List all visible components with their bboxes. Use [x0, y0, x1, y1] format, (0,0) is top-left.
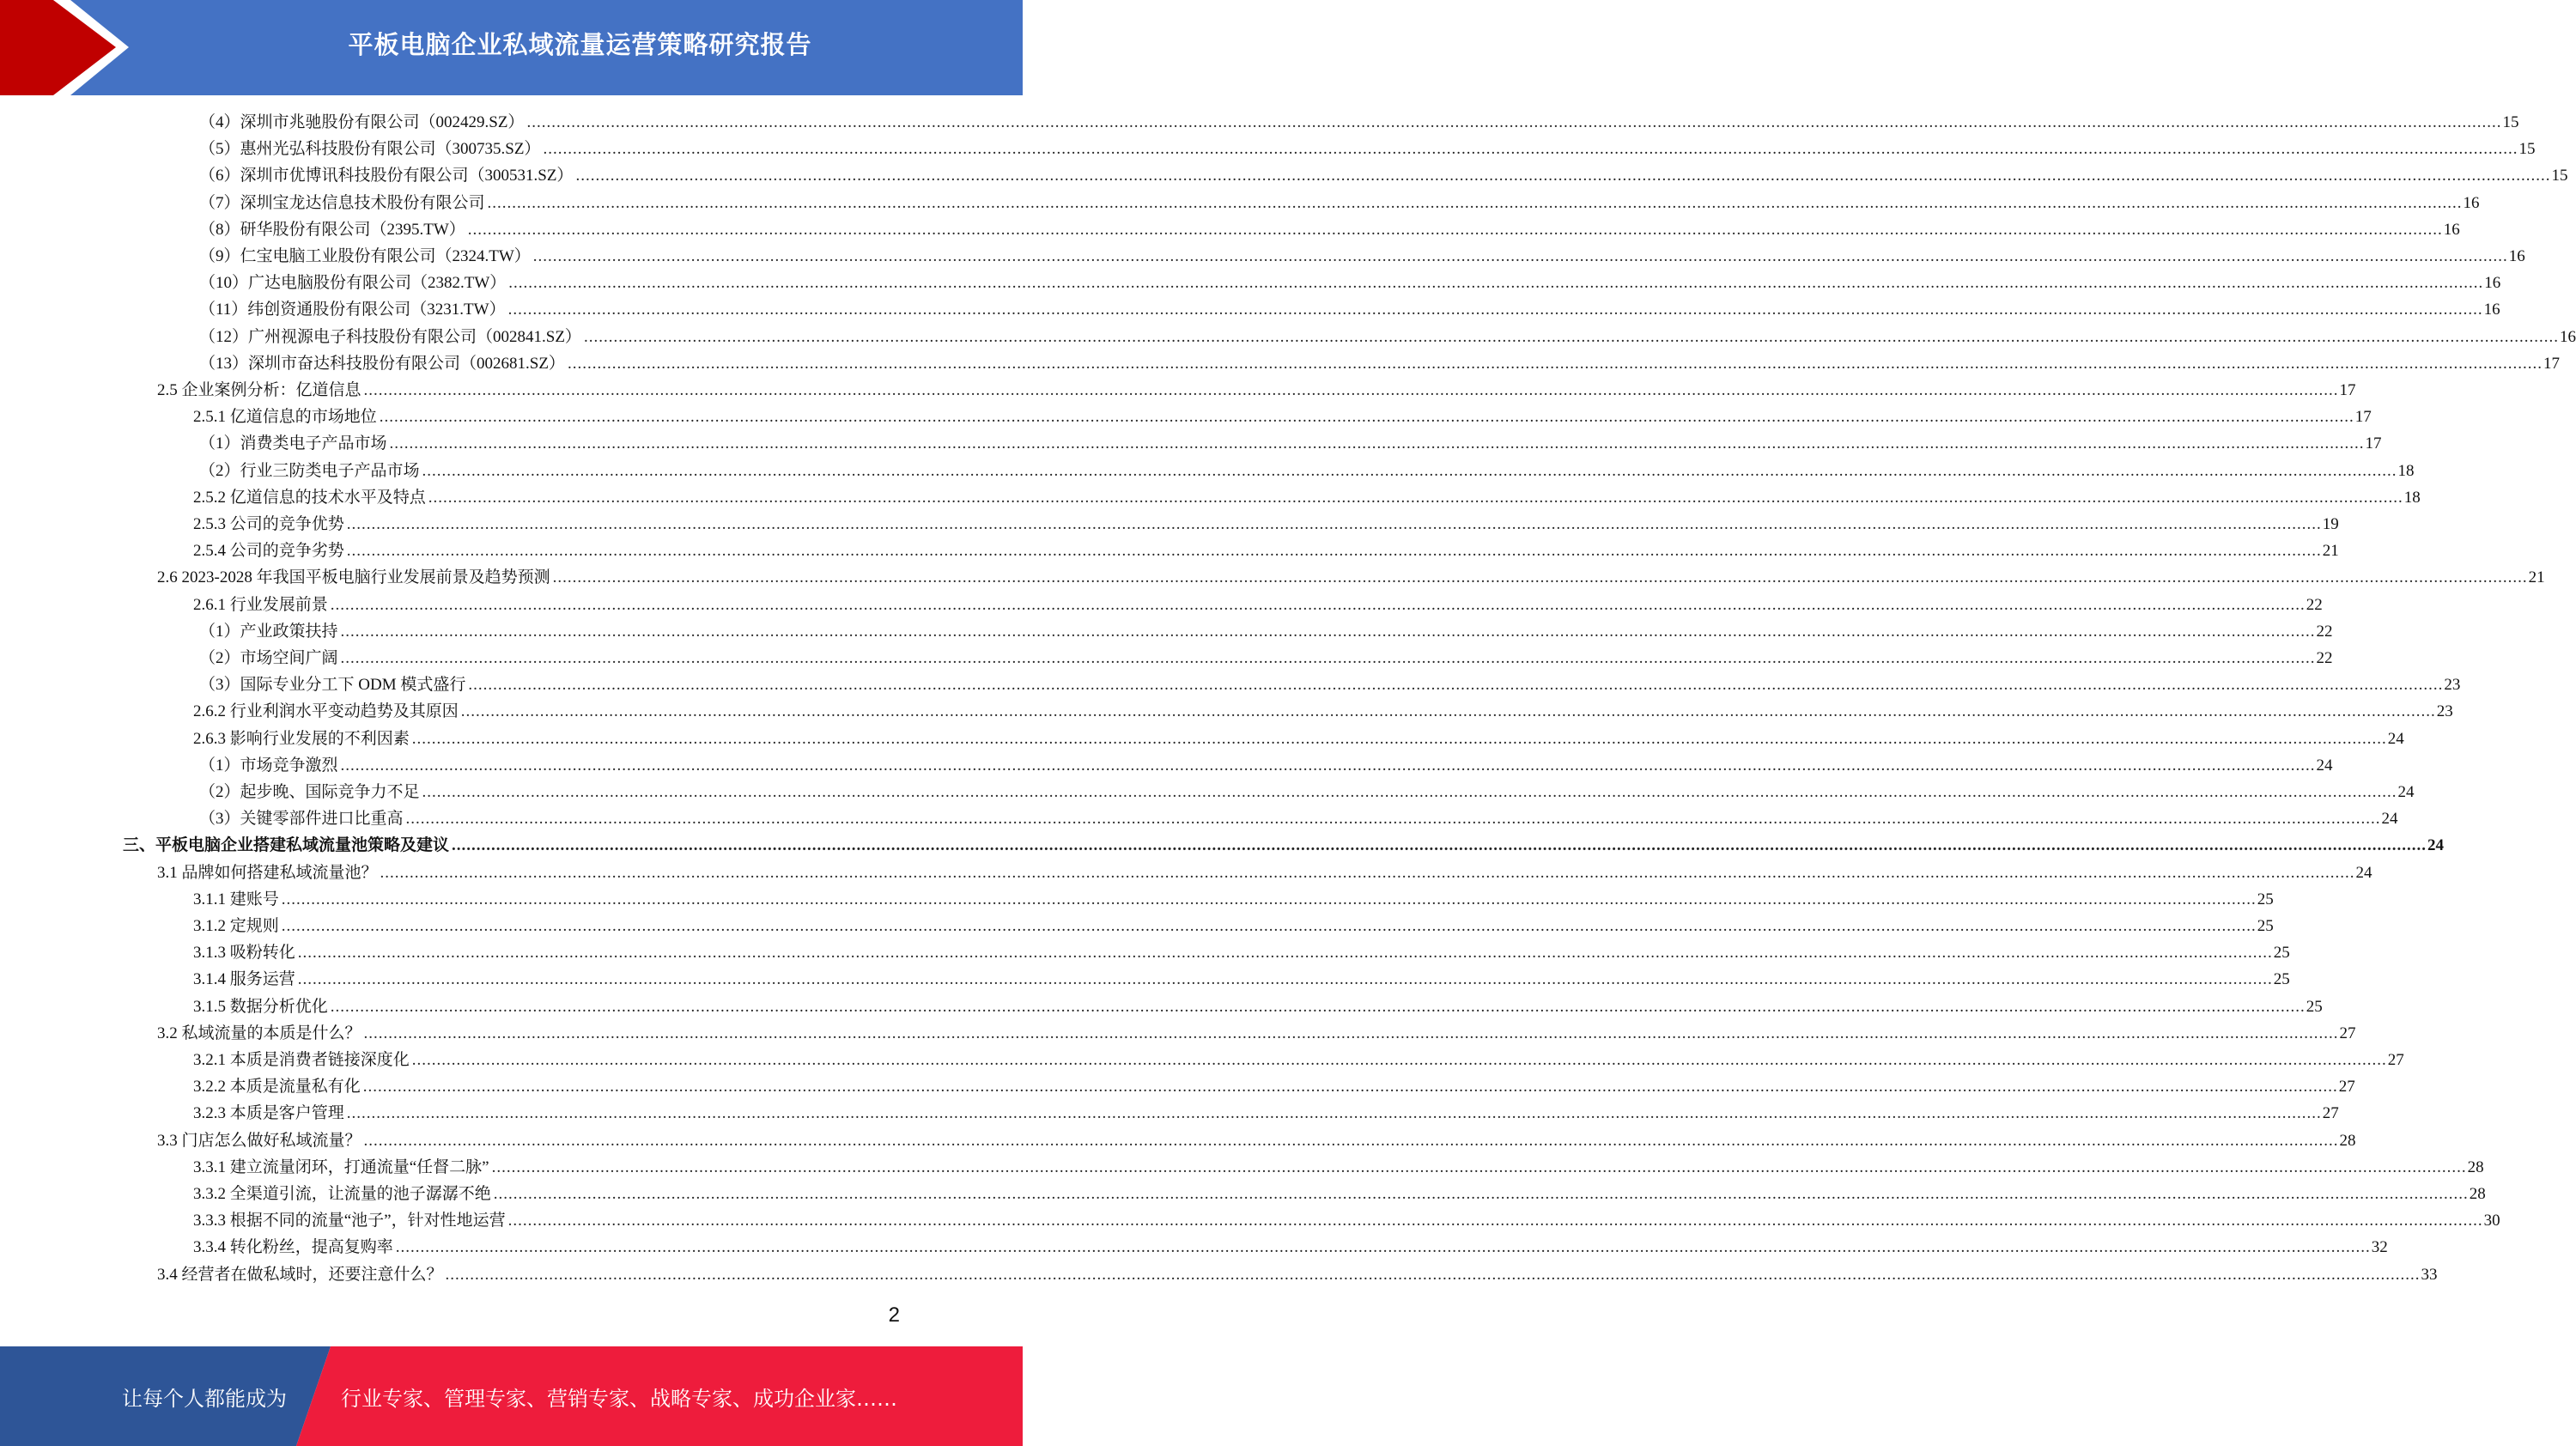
- toc-entry-page: 23: [2436, 702, 2453, 721]
- toc-dot-leader: ................................................................................................................................................................................................................................................................................................................................................................................................................: [411, 1051, 2387, 1069]
- toc-entry[interactable]: [193, 404, 2372, 430]
- toc-entry[interactable]: [199, 270, 2501, 296]
- toc-entry-label: 2.5.4 公司的竞争劣势: [193, 542, 344, 561]
- toc-entry[interactable]: [157, 860, 2372, 886]
- toc-entry-page: 18: [2403, 488, 2421, 507]
- toc-entry-page: 16: [2443, 220, 2460, 239]
- page-footer: [0, 1346, 1023, 1446]
- toc-dot-leader: ................................................................................................................................................................................................................................................................................................................................................................................................................: [297, 944, 2273, 963]
- toc-entry[interactable]: [193, 1207, 2500, 1234]
- toc-entry-page: 23: [2444, 676, 2461, 695]
- toc-entry-page: 24: [2397, 783, 2415, 801]
- toc-entry-page: 32: [2371, 1238, 2388, 1257]
- toc-entry-label: 3.3.1 建立流量闭环，打通流量“任督二脉”: [193, 1157, 489, 1176]
- toc-dot-leader: ................................................................................................................................................................................................................................................................................................................................................................................................................: [575, 167, 2551, 185]
- toc-entry-label: （3）国际专业分工下 ODM 模式盛行: [199, 676, 466, 695]
- toc-entry[interactable]: [193, 538, 2339, 564]
- toc-entry[interactable]: [199, 752, 2333, 779]
- toc-entry[interactable]: [199, 190, 2480, 216]
- toc-entry[interactable]: [157, 1261, 2438, 1288]
- toc-entry-label: 3.2 私域流量的本质是什么？: [157, 1024, 361, 1042]
- toc-entry-label: 3.1.1 建账号: [193, 890, 279, 908]
- toc-dot-leader: ................................................................................................................................................................................................................................................................................................................................................................................................................: [340, 622, 2316, 641]
- toc-entry[interactable]: [193, 939, 2290, 966]
- toc-entry-label: （2）起步晚、国际竞争力不足: [199, 783, 420, 801]
- toc-entry[interactable]: [193, 966, 2290, 993]
- toc-entry-page: 17: [2543, 354, 2560, 373]
- red-chevron-shape: [0, 0, 127, 95]
- toc-dot-leader: ................................................................................................................................................................................................................................................................................................................................................................................................................: [379, 408, 2354, 427]
- toc-dot-leader: ................................................................................................................................................................................................................................................................................................................................................................................................................: [281, 917, 2257, 935]
- toc-dot-leader: ................................................................................................................................................................................................................................................................................................................................................................................................................: [330, 997, 2306, 1016]
- toc-entry-label: 3.1.2 定规则: [193, 917, 279, 935]
- footer-roles: 行业专家、管理专家、营销专家、战略专家、成功企业家……: [341, 1386, 897, 1411]
- toc-entry[interactable]: [199, 243, 2525, 270]
- toc-entry-label: （10）广达电脑股份有限公司（2382.TW）: [199, 274, 507, 293]
- toc-entry-page: 16: [2508, 247, 2525, 265]
- toc-dot-leader: ................................................................................................................................................................................................................................................................................................................................................................................................................: [389, 434, 2365, 453]
- toc-entry-page: 33: [2421, 1265, 2438, 1284]
- toc-entry[interactable]: [199, 458, 2415, 484]
- toc-entry-label: （3）关键零部件进口比重高: [199, 810, 404, 829]
- toc-entry[interactable]: [199, 136, 2536, 162]
- toc-entry-label: （8）研华股份有限公司（2395.TW）: [199, 220, 465, 239]
- toc-entry[interactable]: [193, 1154, 2484, 1181]
- toc-entry[interactable]: [199, 805, 2398, 832]
- toc-entry[interactable]: [193, 1234, 2388, 1261]
- toc-entry-page: 25: [2306, 997, 2323, 1016]
- toc-entry-page: 15: [2518, 140, 2536, 159]
- footer-slogan: 让每个人都能成为: [122, 1386, 287, 1411]
- toc-entry-page: 24: [2316, 756, 2333, 775]
- toc-entry[interactable]: [157, 1020, 2356, 1047]
- toc-dot-leader: ................................................................................................................................................................................................................................................................................................................................................................................................................: [460, 702, 2436, 721]
- report-title: 平板电脑企业私域流量运营策略研究报告: [348, 29, 812, 59]
- toc-dot-leader: ................................................................................................................................................................................................................................................................................................................................................................................................................: [405, 810, 2381, 829]
- toc-entry[interactable]: [193, 1073, 2355, 1100]
- toc-entry[interactable]: [123, 832, 2445, 859]
- toc-entry-page: 16: [2463, 193, 2480, 212]
- toc-entry-page: 15: [2502, 113, 2519, 131]
- toc-entry-page: 16: [2483, 301, 2500, 319]
- toc-dot-leader: ................................................................................................................................................................................................................................................................................................................................................................................................................: [552, 568, 2528, 587]
- toc-dot-leader: ................................................................................................................................................................................................................................................................................................................................................................................................................: [468, 676, 2444, 695]
- toc-entry-label: （9）仁宝电脑工业股份有限公司（2324.TW）: [199, 247, 531, 265]
- toc-entry[interactable]: [199, 430, 2382, 457]
- toc-entry-label: 3.1 品牌如何搭建私域流量池？: [157, 863, 378, 882]
- toc-entry-page: 28: [2469, 1185, 2486, 1203]
- page-header: [0, 0, 1023, 95]
- toc-entry-page: 22: [2316, 649, 2333, 667]
- toc-entry-label: 3.1.4 服务运营: [193, 970, 295, 989]
- toc-dot-leader: ................................................................................................................................................................................................................................................................................................................................................................................................................: [346, 515, 2322, 533]
- toc-entry[interactable]: [199, 162, 2568, 189]
- toc-entry[interactable]: [193, 484, 2421, 511]
- toc-dot-leader: ................................................................................................................................................................................................................................................................................................................................................................................................................: [532, 247, 2508, 265]
- toc-entry[interactable]: [199, 296, 2500, 323]
- toc-dot-leader: ................................................................................................................................................................................................................................................................................................................................................................................................................: [363, 1131, 2339, 1150]
- toc-entry-page: 27: [2322, 1104, 2339, 1123]
- toc-entry-label: 2.5.3 公司的竞争优势: [193, 515, 344, 533]
- toc-dot-leader: ................................................................................................................................................................................................................................................................................................................................................................................................................: [411, 729, 2387, 748]
- toc-entry-label: （1）市场竞争激烈: [199, 756, 338, 775]
- toc-dot-leader: ................................................................................................................................................................................................................................................................................................................................................................................................................: [467, 220, 2443, 239]
- toc-entry-page: 27: [2338, 1078, 2355, 1097]
- toc-dot-leader: ................................................................................................................................................................................................................................................................................................................................................................................................................: [493, 1185, 2469, 1203]
- toc-entry-label: （11）纬创资通股份有限公司（3231.TW）: [199, 301, 506, 319]
- toc-entry[interactable]: [193, 886, 2274, 913]
- toc-dot-leader: ................................................................................................................................................................................................................................................................................................................................................................................................................: [346, 542, 2322, 561]
- toc-dot-leader: ................................................................................................................................................................................................................................................................................................................................................................................................................: [507, 301, 2483, 319]
- toc-entry-label: 2.5 企业案例分析：亿道信息: [157, 381, 361, 399]
- toc-entry[interactable]: [157, 564, 2545, 591]
- toc-entry-label: 3.4 经营者在做私域时，还要注意什么？: [157, 1265, 443, 1284]
- toc-entry[interactable]: [193, 913, 2274, 939]
- toc-entry-label: 三、平板电脑企业搭建私域流量池策略及建议: [123, 836, 450, 855]
- toc-entry[interactable]: [193, 1047, 2404, 1073]
- toc-entry[interactable]: [199, 324, 2576, 350]
- toc-entry-label: （13）深圳市奋达科技股份有限公司（002681.SZ）: [199, 354, 565, 373]
- toc-entry-label: （6）深圳市优博讯科技股份有限公司（300531.SZ）: [199, 167, 574, 185]
- toc-entry-label: 3.1.5 数据分析优化: [193, 997, 328, 1016]
- toc-entry-label: （2）市场空间广阔: [199, 649, 338, 667]
- toc-dot-leader: ................................................................................................................................................................................................................................................................................................................................................................................................................: [526, 113, 2502, 131]
- toc-dot-leader: ................................................................................................................................................................................................................................................................................................................................................................................................................: [395, 1238, 2371, 1257]
- toc-entry-label: （1）产业政策扶持: [199, 622, 338, 641]
- toc-entry-label: 3.3.4 转化粉丝，提高复购率: [193, 1238, 393, 1257]
- toc-entry[interactable]: [193, 993, 2323, 1020]
- toc-entry-page: 19: [2322, 515, 2339, 533]
- toc-entry-page: 28: [2467, 1157, 2484, 1176]
- toc-entry-page: 21: [2528, 568, 2545, 587]
- toc-entry-page: 24: [2387, 729, 2404, 748]
- toc-entry-page: 27: [2387, 1051, 2404, 1069]
- toc-dot-leader: ................................................................................................................................................................................................................................................................................................................................................................................................................: [363, 1024, 2339, 1042]
- toc-entry-label: （2）行业三防类电子产品市场: [199, 461, 420, 480]
- toc-entry[interactable]: [193, 726, 2404, 752]
- toc-entry[interactable]: [157, 1127, 2356, 1154]
- toc-entry-label: 2.6.1 行业发展前景: [193, 595, 328, 614]
- toc-entry-label: （7）深圳宝龙达信息技术股份有限公司: [199, 193, 485, 212]
- toc-entry-page: 16: [2559, 327, 2576, 346]
- toc-entry[interactable]: [193, 592, 2323, 618]
- toc-dot-leader: ................................................................................................................................................................................................................................................................................................................................................................................................................: [543, 140, 2518, 159]
- toc-entry-label: 3.2.1 本质是消费者链接深度化: [193, 1051, 410, 1069]
- toc-entry-page: 17: [2365, 434, 2382, 453]
- toc-entry[interactable]: [193, 1181, 2486, 1207]
- toc-entry[interactable]: [193, 698, 2453, 725]
- toc-entry-page: 22: [2306, 595, 2323, 614]
- toc-entry[interactable]: [199, 671, 2461, 698]
- toc-entry-label: 3.3 门店怎么做好私域流量？: [157, 1131, 361, 1150]
- toc-entry-label: 3.2.3 本质是客户管理: [193, 1104, 344, 1123]
- toc-dot-leader: ................................................................................................................................................................................................................................................................................................................................................................................................................: [445, 1265, 2421, 1284]
- toc-entry-label: （4）深圳市兆驰股份有限公司（002429.SZ）: [199, 113, 525, 131]
- toc-dot-leader: ................................................................................................................................................................................................................................................................................................................................................................................................................: [362, 1078, 2338, 1097]
- toc-entry[interactable]: [157, 377, 2356, 404]
- toc-entry[interactable]: [193, 511, 2339, 538]
- toc-dot-leader: ................................................................................................................................................................................................................................................................................................................................................................................................................: [428, 488, 2403, 507]
- toc-entry-label: 2.5.1 亿道信息的市场地位: [193, 408, 377, 427]
- toc-dot-leader: ................................................................................................................................................................................................................................................................................................................................................................................................................: [567, 354, 2543, 373]
- toc-entry-label: （1）消费类电子产品市场: [199, 434, 387, 453]
- toc-entry-page: 16: [2484, 274, 2501, 293]
- toc-entry-label: 3.2.2 本质是流量私有化: [193, 1078, 361, 1097]
- toc-entry-page: 17: [2354, 408, 2372, 427]
- toc-entry-page: 18: [2397, 461, 2415, 480]
- toc-dot-leader: ................................................................................................................................................................................................................................................................................................................................................................................................................: [330, 595, 2306, 614]
- toc-dot-leader: ................................................................................................................................................................................................................................................................................................................................................................................................................: [281, 890, 2257, 908]
- toc-dot-leader: ................................................................................................................................................................................................................................................................................................................................................................................................................: [583, 327, 2559, 346]
- toc-entry-page: 24: [2355, 863, 2372, 882]
- toc-entry-page: 27: [2339, 1024, 2356, 1042]
- toc-entry-page: 15: [2551, 167, 2568, 185]
- toc-dot-leader: ................................................................................................................................................................................................................................................................................................................................................................................................................: [346, 1104, 2322, 1123]
- toc-dot-leader: ................................................................................................................................................................................................................................................................................................................................................................................................................: [340, 649, 2316, 667]
- toc-dot-leader: ................................................................................................................................................................................................................................................................................................................................................................................................................: [452, 836, 2427, 855]
- toc-entry-page: 30: [2483, 1212, 2500, 1230]
- toc-dot-leader: ................................................................................................................................................................................................................................................................................................................................................................................................................: [491, 1157, 2467, 1176]
- toc-entry-label: 3.3.2 全渠道引流，让流量的池子潺潺不绝: [193, 1185, 491, 1203]
- toc-dot-leader: ................................................................................................................................................................................................................................................................................................................................................................................................................: [340, 756, 2316, 775]
- toc-entry[interactable]: [199, 779, 2415, 805]
- toc-entry-page: 21: [2322, 542, 2339, 561]
- toc-entry-page: 24: [2381, 810, 2398, 829]
- toc-entry[interactable]: [199, 618, 2333, 645]
- page-number: 2: [888, 1303, 900, 1327]
- toc-entry-page: 25: [2257, 890, 2274, 908]
- toc-entry[interactable]: [199, 216, 2460, 243]
- toc-dot-leader: ................................................................................................................................................................................................................................................................................................................................................................................................................: [507, 1212, 2483, 1230]
- toc-entry-label: 2.6 2023-2028 年我国平板电脑行业发展前景及趋势预测: [157, 568, 550, 587]
- toc-entry-page: 25: [2257, 917, 2274, 935]
- toc-entry-page: 25: [2273, 970, 2290, 989]
- toc-dot-leader: ................................................................................................................................................................................................................................................................................................................................................................................................................: [508, 274, 2484, 293]
- toc-entry-page: 24: [2427, 836, 2445, 855]
- toc-dot-leader: ................................................................................................................................................................................................................................................................................................................................................................................................................: [422, 783, 2397, 801]
- toc-entry[interactable]: [199, 645, 2333, 671]
- toc-dot-leader: ................................................................................................................................................................................................................................................................................................................................................................................................................: [363, 381, 2339, 399]
- toc-entry-label: 3.3.3 根据不同的流量“池子”，针对性地运营: [193, 1212, 506, 1230]
- toc-entry-label: 2.6.3 影响行业发展的不利因素: [193, 729, 410, 748]
- toc-entry-page: 25: [2273, 944, 2290, 963]
- toc-entry-page: 28: [2339, 1131, 2356, 1150]
- toc-entry[interactable]: [193, 1100, 2339, 1127]
- toc-entry-label: 2.6.2 行业利润水平变动趋势及其原因: [193, 702, 459, 721]
- toc-dot-leader: ................................................................................................................................................................................................................................................................................................................................................................................................................: [297, 970, 2273, 989]
- toc-entry-label: （12）广州视源电子科技股份有限公司（002841.SZ）: [199, 327, 581, 346]
- toc-dot-leader: ................................................................................................................................................................................................................................................................................................................................................................................................................: [487, 193, 2463, 212]
- toc-entry-page: 22: [2316, 622, 2333, 641]
- toc-entry[interactable]: [199, 350, 2560, 377]
- toc-dot-leader: ................................................................................................................................................................................................................................................................................................................................................................................................................: [422, 461, 2397, 480]
- toc-entry-label: 3.1.3 吸粉转化: [193, 944, 295, 963]
- toc-entry-page: 17: [2339, 381, 2356, 399]
- toc-entry-label: 2.5.2 亿道信息的技术水平及特点: [193, 488, 426, 507]
- toc-entry[interactable]: [199, 109, 2519, 136]
- toc-entry-label: （5）惠州光弘科技股份有限公司（300735.SZ）: [199, 140, 541, 159]
- toc-dot-leader: ................................................................................................................................................................................................................................................................................................................................................................................................................: [380, 863, 2355, 882]
